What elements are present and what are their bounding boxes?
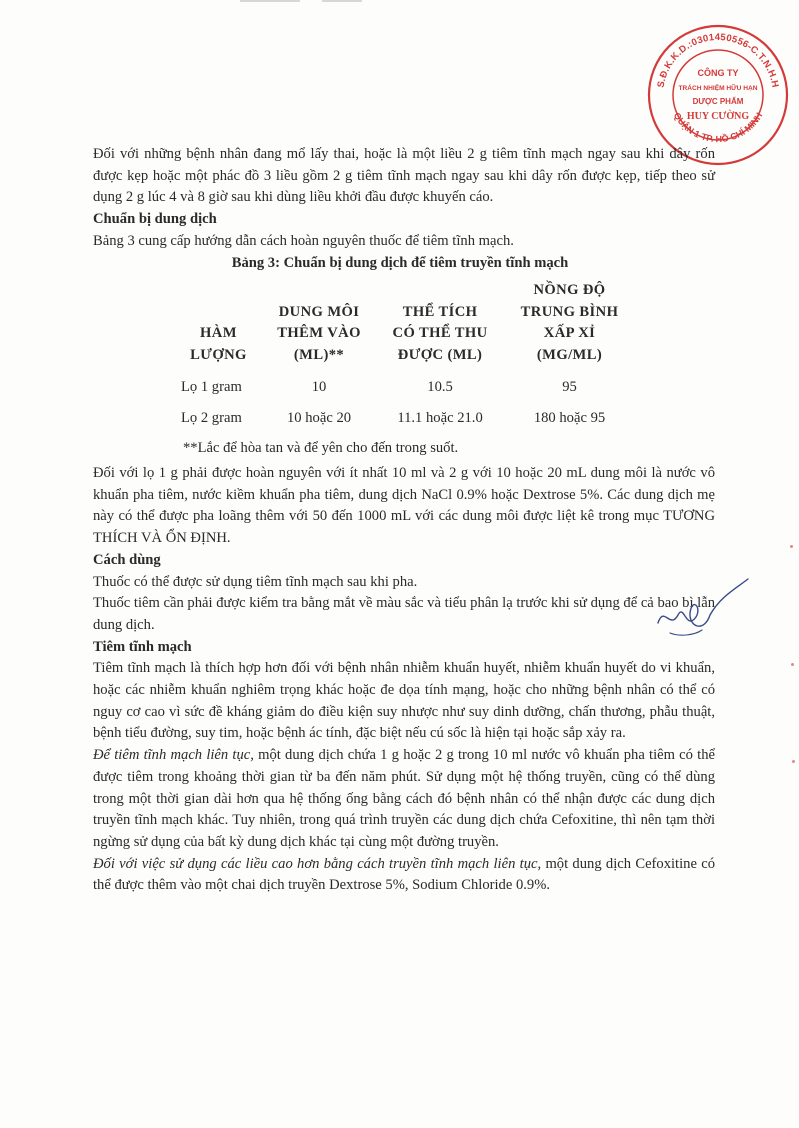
table-cell: Lọ 2 gram: [181, 410, 242, 426]
usage-line-2: Thuốc tiêm cần phải được kiểm tra bằng mắt về màu sắc và tiểu phân lạ trước khi sử dụng để cả bao bì lẫn dung dịch.: [93, 595, 715, 633]
iv-paragraph-2: [93, 745, 715, 854]
iv-paragraph-3: [93, 854, 715, 897]
svg-text:TRÁCH NHIỆM HỮU HẠN: TRÁCH NHIỆM HỮU HẠN: [678, 85, 758, 92]
iv-heading: Tiêm tĩnh mạch: [93, 638, 192, 655]
table-cell: 11.1 hoặc 21.0: [397, 410, 483, 426]
handwritten-signature: [640, 575, 750, 655]
column-header-diluent: DUNG MÔI THÊM VÀO (ML)**: [277, 303, 361, 363]
scan-dot: [791, 663, 794, 666]
column-header-concentration: NỒNG ĐỘ TRUNG BÌNH XẤP XỈ (MG/ML): [520, 282, 619, 363]
table-caption: Bảng 3: Chuẩn bị dung dịch để tiêm truyền tĩnh mạch: [231, 254, 569, 271]
table-footnote: **Lắc để hòa tan và để yên cho đến trong suốt.: [183, 440, 459, 456]
column-header-volume: THỂ TÍCH CÓ THỂ THU ĐƯỢC (ML): [392, 303, 488, 363]
reconstitution-paragraph: Đối với lọ 1 g phải được hoàn nguyên với ít nhất 10 ml và 2 g với 10 hoặc 20 mL dung môi là nước vô khuẩn pha tiêm, nước kiềm khuẩn pha tiêm, dung dịch NaCl 0.9% hoặc Dextrose 5%. Các dung dịch mẹ này có thể được pha loãng thêm với 50 đến 1000 mL với các dung môi được liệt kê trong mục TƯƠNG THÍCH VÀ ỔN ĐỊNH.: [93, 465, 715, 547]
table-header-row: [175, 280, 635, 372]
table-cell: Lọ 1 gram: [181, 379, 242, 395]
preparation-table: [175, 280, 635, 434]
svg-text:DƯỢC PHẨM: DƯỢC PHẨM: [692, 97, 744, 106]
table-cell: 95: [562, 379, 577, 395]
iv-paragraph-3-lead: Đối với việc sử dụng các liều cao hơn bằng cách truyền tĩnh mạch liên tục,: [93, 855, 542, 872]
column-header-strength: HÀM LƯỢNG: [190, 325, 247, 363]
scan-dot: [792, 760, 795, 763]
svg-text:CÔNG TY: CÔNG TY: [697, 68, 739, 78]
prep-text: Bảng 3 cung cấp hướng dẫn cách hoàn nguyên thuốc để tiêm tĩnh mạch.: [93, 232, 514, 249]
scan-dot: [790, 545, 793, 548]
usage-heading: Cách dùng: [93, 551, 161, 568]
table-row: [175, 403, 635, 434]
scan-mark: [240, 0, 300, 2]
intro-paragraph: Đối với những bệnh nhân đang mổ lấy thai, hoặc là một liều 2 g tiêm tĩnh mạch ngay sau khi dây rốn được kẹp hoặc một phác đồ 3 liều gồm 2 g tiêm tĩnh mạch ngay sau khi dây rốn được kẹp, tiếp theo sử dụng 2 g lúc 4 và 8 giờ sau khi dùng liều khởi đầu được khuyến cáo.: [93, 146, 715, 206]
prep-heading: Chuẩn bị dung dịch: [93, 211, 217, 228]
table-cell: 10: [311, 379, 327, 395]
iv-paragraph-2-lead: Để tiêm tĩnh mạch liên tục,: [93, 747, 254, 764]
table-row: [175, 372, 635, 403]
intro-section: [93, 144, 715, 274]
scan-mark: [322, 0, 362, 2]
table-cell: 10.5: [427, 379, 453, 395]
main-section: [93, 463, 715, 897]
table-cell: 180 hoặc 95: [533, 410, 606, 426]
svg-text:HUY CƯỜNG: HUY CƯỜNG: [686, 111, 750, 122]
usage-line-1: Thuốc có thể được sử dụng tiêm tĩnh mạch sau khi pha.: [93, 573, 418, 590]
iv-paragraph-1: Tiêm tĩnh mạch là thích hợp hơn đối với bệnh nhân nhiễm khuẩn huyết, nhiễm khuẩn huyết do vi khuẩn, hoặc các nhiễm khuẩn nghiêm trọng khác hoặc đe dọa tính mạng, hoặc cho những bệnh nhân có thể có nguy cơ cao vì sức đề kháng giảm do điều kiện suy nhược như suy dinh dưỡng, chấn thương, phẫu thuật, bệnh tiểu đường, suy tim, hoặc bệnh ác tính, đặc biệt nếu cú sốc là hiện tại hoặc sắp xảy ra.: [93, 660, 715, 742]
svg-text:QUẬN 1-TP. HỒ CHÍ MINH: QUẬN 1-TP. HỒ CHÍ MINH: [671, 110, 765, 145]
svg-text:S.Đ.K.K.D.:0301450556-C.T.N.H.: S.Đ.K.K.D.:0301450556-C.T.N.H.H: [655, 31, 781, 89]
table-cell: 10 hoặc 20: [287, 410, 352, 426]
iv-paragraph-3-body: một dung dịch Cefoxitine có thể được thêm vào một chai dịch truyền Dextrose 5%, Sodium Chloride 0.9%.: [93, 855, 715, 894]
iv-paragraph-2-body: một dung dịch chứa 1 g hoặc 2 g trong 10 ml nước vô khuẩn pha tiêm có thể được tiêm trong khoảng thời gian từ ba đến năm phút. Sử dụng một hệ thống truyền, cũng có thể dùng trong một thời gian dài hơn qua hệ thống ống bằng cách đó bệnh nhân có thể nhận được các dung dịch truyền tĩnh mạch khác. Tuy nhiên, trong quá trình truyền các dung dịch chứa Cefoxitine, thì nên tạm thời ngừng sử dụng của bất kỳ dung dịch khác tại cùng một đường truyền.: [93, 747, 716, 850]
